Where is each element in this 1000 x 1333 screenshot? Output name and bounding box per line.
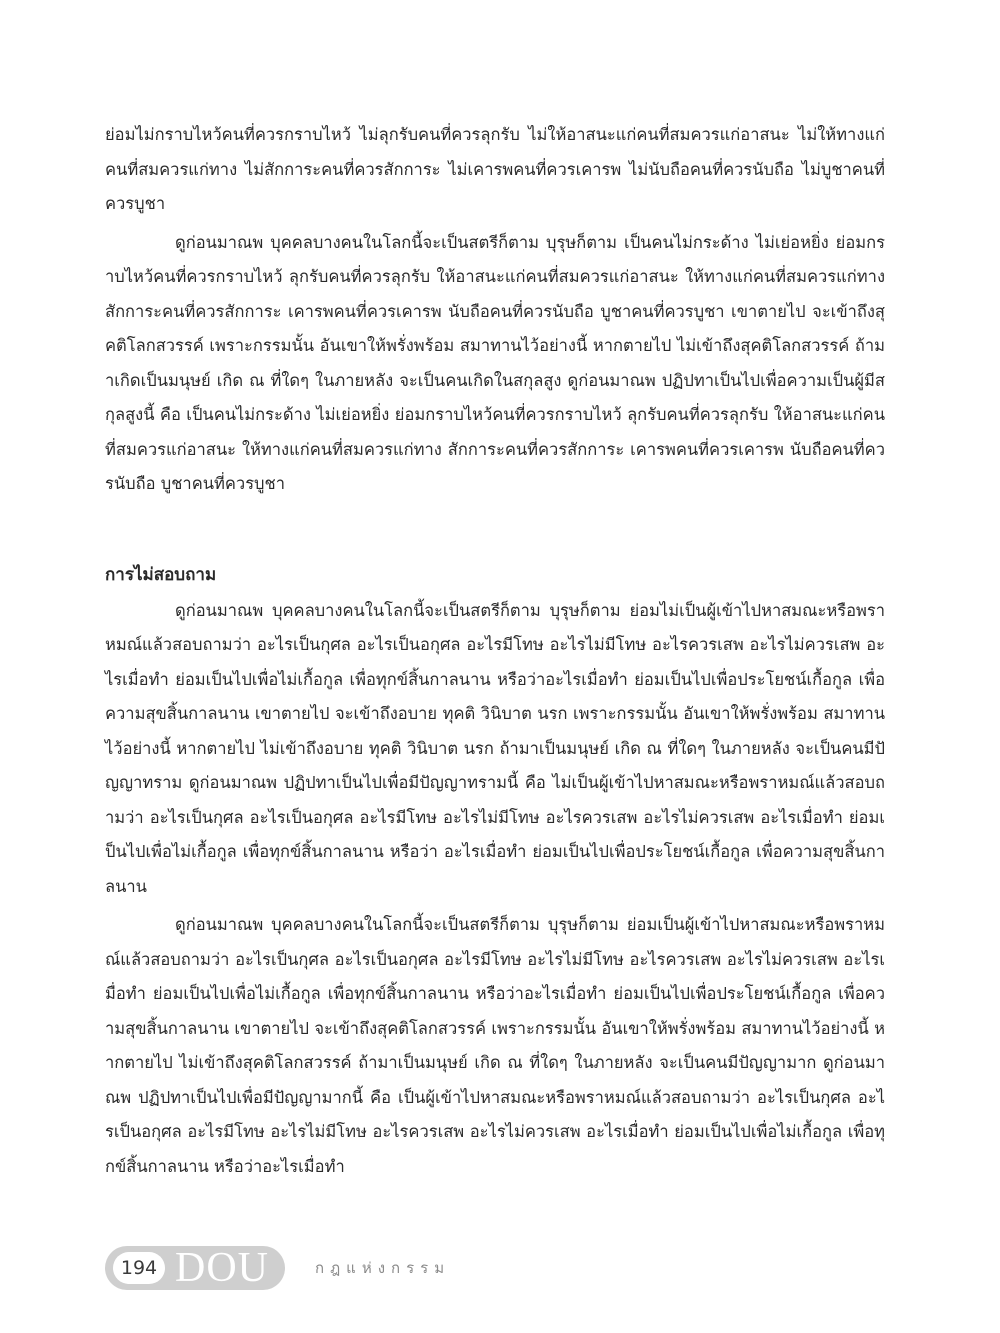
- page-footer: [105, 1245, 450, 1291]
- page-body: [105, 118, 885, 1184]
- section-gap: [105, 502, 885, 558]
- page-number: 194: [113, 1252, 165, 1284]
- paragraph: ดูก่อนมาณพ บุคคลบางคนในโลกนี้จะเป็นสตรีก็ตาม บุรุษก็ตาม เป็นคนไม่กระด้าง ไม่เย่อหยิ่ง ย่อมกราบไหว้คนที่ควรกราบไหว้ ลุกรับคนที่ควรลุกรับ ให้อาสนะแก่คนที่สมควรแก่อาสนะ ให้ทางแก่คนที่สมควรแก่ทาง สักการะคนที่ควรสักการะ เคารพคนที่ควรเคารพ นับถือคนที่ควรนับถือ บูชาคนที่ควรบูชา เขาตายไป จะเข้าถึงสุคติโลกสวรรค์ เพราะกรรมนั้น อันเขาให้พรั่งพร้อม สมาทานไว้อย่างนี้ หากตายไป ไม่เข้าถึงสุคติโลกสวรรค์ ถ้ามาเกิดเป็นมนุษย์ เกิด ณ ที่ใดๆ ในภายหลัง จะเป็นคนเกิดในสกุลสูง ดูก่อนมาณพ ปฏิปทาเป็นไปเพื่อความเป็นผู้มีสกุลสูงนี้ คือ เป็นคนไม่กระด้าง ไม่เย่อหยิ่ง ย่อมกราบไหว้คนที่ควรกราบไหว้ ลุกรับคนที่ควรลุกรับ ให้อาสนะแก่คนที่สมควรแก่อาสนะ ให้ทางแก่คนที่สมควรแก่ทาง สักการะคนที่ควรสักการะ เคารพคนที่ควรเคารพ นับถือคนที่ควรนับถือ บูชาคนที่ควรบูชา: [105, 232, 885, 493]
- paragraph: ดูก่อนมาณพ บุคคลบางคนในโลกนี้จะเป็นสตรีก็ตาม บุรุษก็ตาม ย่อมเป็นผู้เข้าไปหาสมณะหรือพราหมณ์แล้วสอบถามว่า อะไรเป็นกุศล อะไรเป็นอกุศล อะไรมีโทษ อะไรไม่มีโทษ อะไรควรเสพ อะไรไม่ควรเสพ อะไรเมื่อทำ ย่อมเป็นไปเพื่อไม่เกื้อกูล เพื่อทุกข์สิ้นกาลนาน หรือว่าอะไรเมื่อทำ ย่อมเป็นไปเพื่อประโยชน์เกื้อกูล เพื่อความสุขสิ้นกาลนาน เขาตายไป จะเข้าถึงสุคติโลกสวรรค์ เพราะกรรมนั้น อันเขาให้พรั่งพร้อม สมาทานไว้อย่างนี้ หากตายไป ไม่เข้าถึงสุคติโลกสวรรค์ ถ้ามาเป็นมนุษย์ เกิด ณ ที่ใดๆ ในภายหลัง จะเป็นคนมีปัญญามาก ดูก่อนมาณพ ปฏิปทาเป็นไปเพื่อมีปัญญามากนี้ คือ เป็นผู้เข้าไปหาสมณะหรือพราหมณ์แล้วสอบถามว่า อะไรเป็นกุศล อะไรเป็นอกุศล อะไรมีโทษ อะไรไม่มีโทษ อะไรควรเสพ อะไรไม่ควรเสพ อะไรเมื่อทำ ย่อมเป็นไปเพื่อไม่เกื้อกูล เพื่อทุกข์สิ้นกาลนาน หรือว่าอะไรเมื่อทำ: [105, 915, 885, 1176]
- footer-badge: [105, 1246, 285, 1290]
- paragraph: ดูก่อนมาณพ บุคคลบางคนในโลกนี้จะเป็นสตรีก็ตาม บุรุษก็ตาม ย่อมไม่เป็นผู้เข้าไปหาสมณะหรือพราหมณ์แล้วสอบถามว่า อะไรเป็นกุศล อะไรเป็นอกุศล อะไรมีโทษ อะไรไม่มีโทษ อะไรควรเสพ อะไรไม่ควรเสพ อะไรเมื่อทำ ย่อมเป็นไปเพื่อไม่เกื้อกูล เพื่อทุกข์สิ้นกาลนาน หรือว่าอะไรเมื่อทำ ย่อมเป็นไปเพื่อประโยชน์เกื้อกูล เพื่อความสุขสิ้นกาลนาน เขาตายไป จะเข้าถึงอบาย ทุคติ วินิบาต นรก เพราะกรรมนั้น อันเขาให้พรั่งพร้อม สมาทานไว้อย่างนี้ หากตายไป ไม่เข้าถึงอบาย ทุคติ วินิบาต นรก ถ้ามาเป็นมนุษย์ เกิด ณ ที่ใดๆ ในภายหลัง จะเป็นคนมีปัญญาทราม ดูก่อนมาณพ ปฏิปทาเป็นไปเพื่อมีปัญญาทรามนี้ คือ ไม่เป็นผู้เข้าไปหาสมณะหรือพราหมณ์แล้วสอบถามว่า อะไรเป็นกุศล อะไรเป็นอกุศล อะไรมีโทษ อะไรไม่มีโทษ อะไรควรเสพ อะไรไม่ควรเสพ อะไรเมื่อทำ ย่อมเป็นไปเพื่อไม่เกื้อกูล เพื่อทุกข์สิ้นกาลนาน หรือว่า อะไรเมื่อทำ ย่อมเป็นไปเพื่อประโยชน์เกื้อกูล เพื่อความสุขสิ้นกาลนาน: [105, 600, 885, 896]
- paragraph: ย่อมไม่กราบไหว้คนที่ควรกราบไหว้ ไม่ลุกรับคนที่ควรลุกรับ ไม่ให้อาสนะแก่คนที่สมควรแก่อาสนะ ไม่ให้ทางแก่คนที่สมควรแก่ทาง ไม่สักการะคนที่ควรสักการะ ไม่เคารพคนที่ควรเคารพ ไม่นับถือคนที่ควรนับถือ ไม่บูชาคนที่ควรบูชา: [105, 125, 885, 213]
- section-heading: การไม่สอบถาม: [105, 564, 217, 585]
- book-title: กฎแห่งกรรม: [315, 1259, 451, 1277]
- dou-logo: DOU: [175, 1245, 269, 1291]
